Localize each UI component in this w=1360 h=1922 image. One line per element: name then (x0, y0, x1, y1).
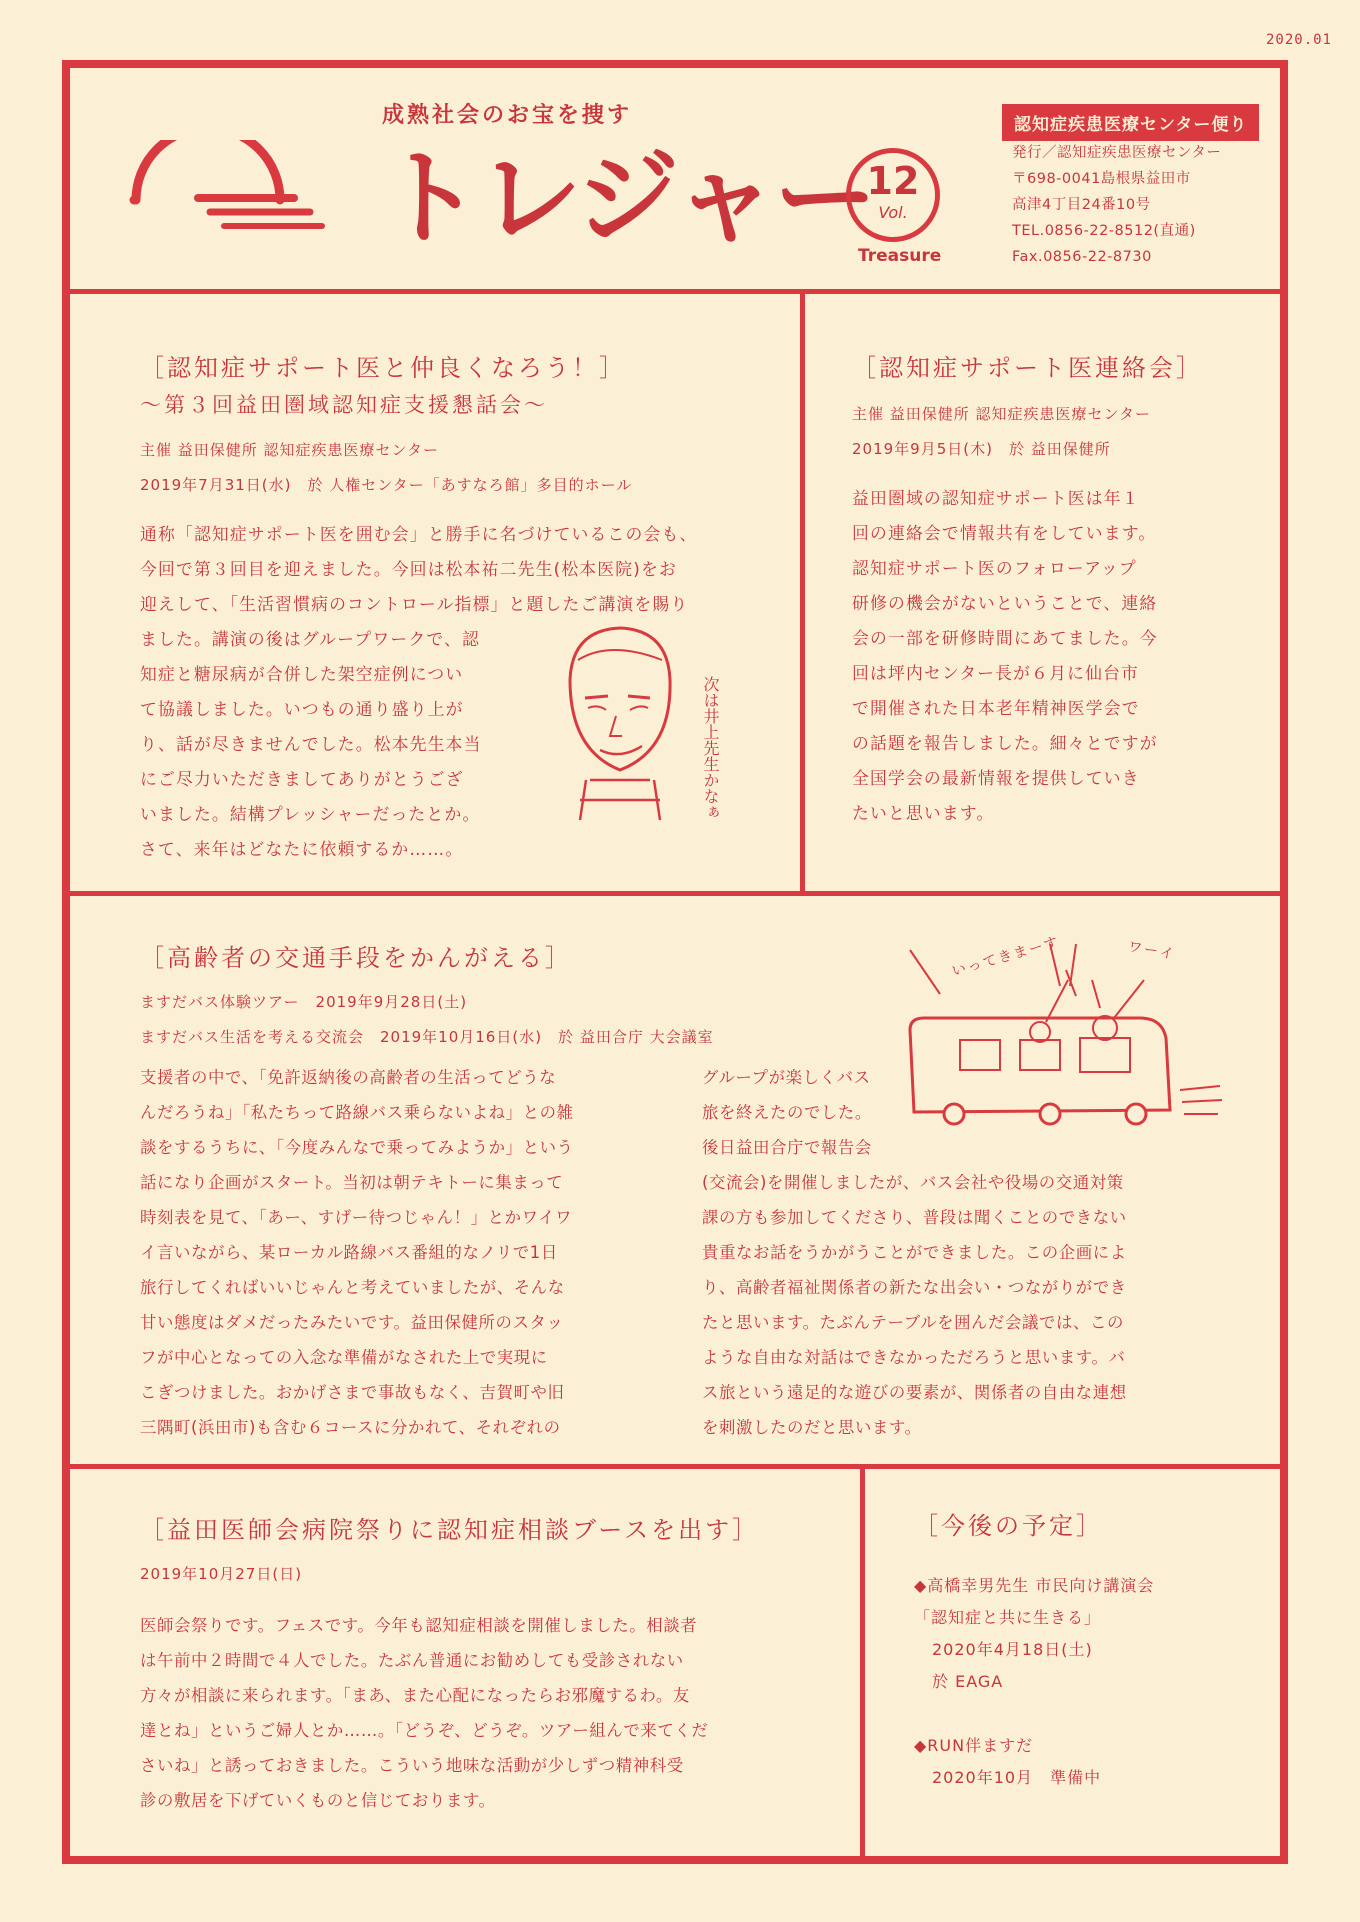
body-line: り、話が尽きませんでした。松本先生本当 (140, 734, 482, 754)
body-line: 今回で第３回目を迎えました。今回は松本祐二先生(松本医院)をお (140, 559, 677, 579)
body-line: さいね」と誘っておきました。こういう地味な活動が少しずつ精神科受 (140, 1756, 684, 1775)
section-hospital-festival (140, 1510, 820, 1818)
schedule-item-title: ◆RUN伴ますだ (914, 1736, 1034, 1755)
body-line: で開催された日本老年精神医学会で (852, 698, 1140, 718)
body-line: 旅を終えたのでした。 (702, 1103, 872, 1122)
section-schedule (914, 1510, 1254, 1794)
body-line: いました。結構プレッシャーだったとか。 (140, 804, 481, 824)
section-title: ［今後の予定］ (914, 1512, 1103, 1540)
doctor-face-illustration (550, 620, 690, 840)
section-body-left (140, 1060, 660, 1445)
logo-treasure: Treasure (858, 246, 942, 266)
section-body (140, 1608, 820, 1818)
schedule-item-title: ◆高橋幸男先生 市民向け講演会 (914, 1576, 1155, 1595)
body-line: 話になり企画がスタート。当初は朝テキトーに集まって (140, 1173, 564, 1192)
body-line: たと思います。たぶんテーブルを囲んだ会議では、この (702, 1313, 1124, 1332)
body-line: 旅行してくればいいじゃんと考えていましたが、そんな (140, 1278, 565, 1297)
body-line: (交流会)を開催しましたが、バス会社や役場の交通対策 (702, 1173, 1124, 1192)
body-line: り、高齢者福祉関係者の新たな出会い・つながりができ (702, 1278, 1127, 1297)
body-line: たいと思います。 (852, 803, 995, 823)
body-line: グループが楽しくバス (702, 1068, 871, 1087)
body-line: んだろうね」「私たちって路線バス乗らないよね」との雑 (140, 1103, 574, 1122)
logo-title: トレジャー (378, 137, 874, 259)
section-meta: ますだバス体験ツアー 2019年9月28日(土) (140, 993, 468, 1011)
schedule-item-line: 於 EAGA (932, 1672, 1004, 1691)
body-line: 診の敷居を下げていくものと信じております。 (140, 1791, 496, 1810)
section-body (852, 481, 1222, 831)
body-line: 貴重なお話をうかがうことができました。この企画によ (702, 1243, 1127, 1262)
body-line: 研修の機会がないということで、連絡 (852, 593, 1158, 613)
body-line: ました。講演の後はグループワークで、認 (140, 629, 480, 649)
section-meta: 2019年9月5日(木) 於 益田保健所 (852, 440, 1111, 458)
volume-badge (846, 148, 940, 242)
body-line: 通称「認知症サポート医を囲む会」と勝手に名づけているこの会も、 (140, 524, 698, 544)
volume-number: 12 (866, 159, 920, 203)
divider-mid-top (70, 891, 1280, 896)
body-line: 支援者の中で、「免許返納後の高齢者の生活ってどうな (140, 1068, 557, 1087)
section-title: ［認知症サポート医と仲良くなろう！］ (140, 354, 626, 382)
divider-bottom-col (860, 1469, 865, 1856)
body-line: 回は坪内センター長が６月に仙台市 (852, 663, 1140, 683)
divider-mid-bottom (70, 1464, 1280, 1469)
issue-date: 2020.01 (1265, 32, 1332, 48)
body-line: 方々が相談に来られます。「まあ、また心配になったらお邪魔するわ。友 (140, 1686, 690, 1705)
body-line: は午前中２時間で４人でした。たぶん普通にお勧めしても受診されない (140, 1651, 684, 1670)
body-line: さて、来年はどなたに依頼するか……。 (140, 839, 464, 859)
body-line: 医師会祭りです。フェスです。今年も認知症相談を開催しました。相談者 (140, 1616, 698, 1635)
body-line: 全国学会の最新情報を提供していき (852, 768, 1140, 788)
sun-horizon-icon (128, 140, 328, 236)
section-meta: 2019年10月27日(日) (140, 1565, 303, 1583)
body-line: 益田圏域の認知症サポート医は年１ (852, 488, 1140, 508)
body-line: 後日益田合庁で報告会 (702, 1138, 872, 1157)
body-line: ス旅という遠足的な遊びの要素が、関係者の自由な連想 (702, 1383, 1127, 1402)
body-line: 談をするうちに、「今度みんなで乗ってみようか」という (140, 1138, 574, 1157)
center-badge: 認知症疾患医療センター便り (1002, 104, 1259, 141)
body-line: 三隅町(浜田市)も含む６コースに分かれて、それぞれの (140, 1418, 561, 1437)
section-meta: ますだバス生活を考える交流会 2019年10月16日(水) 於 益田合庁 大会議室 (140, 1028, 714, 1046)
body-line: の話題を報告しました。細々とですが (852, 733, 1158, 753)
section-meta: 主催 益田保健所 認知症疾患医療センター (140, 441, 439, 459)
section-meta: 主催 益田保健所 認知症疾患医療センター (852, 405, 1151, 423)
schedule-item-line: 「認知症と共に生きる」 (914, 1608, 1102, 1627)
section-subtitle: 〜第３回益田圏域認知症支援懇話会〜 (140, 393, 548, 417)
divider-top-col (800, 294, 805, 894)
publisher-line: 〒698-0041島根県益田市 (1012, 171, 1191, 187)
body-line: 会の一部を研修時間にあてました。今 (852, 628, 1158, 648)
section-title: ［益田医師会病院祭りに認知症相談ブースを出す］ (140, 1516, 760, 1544)
publisher-line: TEL.0856-22-8512(直通) (1012, 223, 1196, 239)
body-line: 甘い態度はダメだったみたいです。益田保健所のスタッ (140, 1313, 564, 1332)
schedule-item-line: 2020年4月18日(土) (932, 1640, 1093, 1659)
publisher-line: 発行／認知症疾患医療センター (1012, 145, 1222, 161)
publisher-info (1012, 140, 1221, 270)
section-support-doctor-meeting (852, 348, 1222, 831)
body-line: にご尽力いただきましてありがとうござ (140, 769, 464, 789)
body-line: て協議しました。いつもの通り盛り上が (140, 699, 464, 719)
section-title: ［認知症サポート医連絡会］ (852, 354, 1203, 382)
section-meta: 2019年7月31日(水) 於 人権センター「あすなろ館」多目的ホール (140, 476, 633, 494)
section-transport (140, 938, 940, 1047)
body-line: 認知症サポート医のフォローアップ (852, 558, 1137, 578)
volume-label: Vol. (878, 203, 908, 222)
body-line: 回の連絡会で情報共有をしています。 (852, 523, 1157, 543)
body-line: を刺激したのだと思います。 (702, 1418, 922, 1437)
publisher-line: Fax.0856-22-8730 (1012, 249, 1152, 265)
body-line: 知症と糖尿病が合併した架空症例につい (140, 664, 464, 684)
divider-header (70, 289, 1280, 294)
body-line: フが中心となっての入念な準備がなされた上で実現に (140, 1348, 548, 1367)
section-title: ［高齢者の交通手段をかんがえる］ (140, 944, 572, 972)
body-line: 時刻表を見て、「あー、すげー待つじゃん！」とかワイワ (140, 1208, 573, 1227)
publisher-line: 高津4丁目24番10号 (1012, 197, 1151, 213)
body-line: こぎつけました。おかげさまで事故もなく、吉賀町や旧 (140, 1383, 565, 1402)
schedule-item-line: 2020年10月 準備中 (932, 1768, 1102, 1787)
header-subtitle: 成熟社会のお宝を捜す (382, 103, 633, 128)
body-line: 課の方も参加してくださり、普段は聞くことのできない (702, 1208, 1127, 1227)
bus-speech-2: ワーイ (1126, 938, 1177, 964)
body-line: 達とね」というご婦人とか……。「どうぞ、どうぞ。ツアー組んで来てくだ (140, 1721, 709, 1740)
bus-speech-1: いってきまーす (950, 933, 1062, 980)
bus-illustration (900, 930, 1230, 1140)
body-line: ような自由な対話はできなかっただろうと思います。バ (702, 1348, 1126, 1367)
illustration-note: 次は井上先生かなぁ (701, 676, 720, 820)
body-line: 迎えして、「生活習慣病のコントロール指標」と題したご講演を賜り (140, 594, 689, 614)
body-line: イ言いながら、某ローカル路線バス番組的なノリで1日 (140, 1243, 558, 1262)
